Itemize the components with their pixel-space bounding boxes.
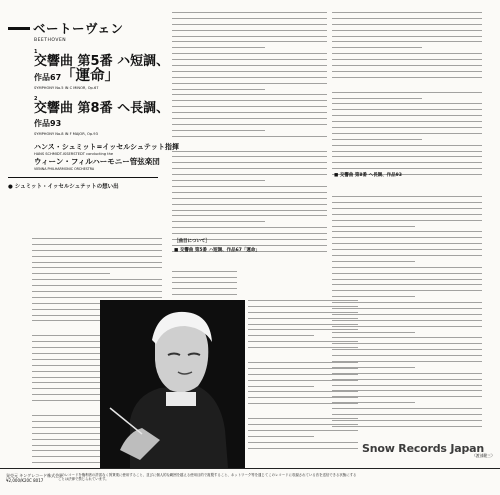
conductor-portrait-image [100,300,245,468]
text-line [172,53,327,54]
text-line [172,221,265,222]
text-line [172,124,327,125]
work-subtitle-1: SYMPHONY No.5 IN C MINOR, Op.67 [34,86,99,90]
text-line [332,243,482,244]
text-line [172,151,327,152]
text-line [32,262,162,263]
text-line [332,162,482,163]
text-line [248,418,358,419]
text-line [32,256,162,257]
text-line [172,18,327,19]
text-line [248,318,358,319]
text-line [172,210,327,211]
text-line [332,226,415,227]
text-line [172,136,327,137]
copyright-notice: このレコードを権利者の許諾なく賃貸業に使用すること、並びに個人的な範囲を越える使用目的で複製すること、ネットワーク等を通じてこのレコードに収録されている音を送信できる状態にすることは法律で禁じられています。 [58,473,357,482]
text-line [248,341,358,342]
text-line [172,192,327,193]
text-line [332,290,482,291]
text-line [332,77,482,78]
text-line [172,288,237,289]
text-line [332,71,482,72]
text-line [172,65,327,66]
text-line [332,273,482,274]
text-line [332,208,482,209]
text-line [172,168,327,169]
text-line [172,36,327,37]
text-line [248,391,358,392]
text-line [172,294,237,295]
text-line [248,448,358,449]
text-line [172,24,327,25]
text-line [248,335,314,336]
text-line [332,145,482,146]
work-number-2: 2 [34,96,38,102]
text-line [332,109,482,110]
text-line [172,227,327,228]
text-line [172,180,265,181]
orchestra-jp: ウィーン・フィルハーモニー管弦楽団 [34,157,160,166]
text-line [32,456,110,457]
text-line [332,151,482,152]
text-line [332,156,482,157]
text-line [248,324,358,325]
footer [0,468,500,495]
text-line [172,106,327,107]
text-line [172,277,237,278]
text-line [332,98,422,99]
text-line [172,215,327,216]
title-bar [8,27,30,30]
text-line [332,121,482,122]
divider [8,177,158,178]
text-line [248,424,358,425]
text-line [172,12,327,13]
text-line [172,282,237,283]
text-line [32,238,162,239]
composer-name: ベートーヴェン [8,18,168,37]
composer-name-en: BEETHOVEN [34,38,67,43]
text-line [32,285,162,286]
text-line [248,442,358,443]
text-line [332,36,482,37]
text-line [248,329,358,330]
text-line [172,233,327,234]
text-line [172,130,265,131]
text-line [172,100,327,101]
text-line [332,202,482,203]
text-line [32,291,162,292]
text-line [332,59,482,60]
text-line [332,127,482,128]
text-line [172,174,327,175]
text-line [248,430,358,431]
conductor-photo [100,300,245,468]
text-line [332,47,422,48]
conductor-jp: ハンス・シュミット=イッセルシュテット指揮 [34,143,179,151]
text-line [32,279,162,280]
text-line [332,24,482,25]
work-title-1: 交響曲 第5番 ハ短調、 作品67「運命」 [34,54,170,84]
orchestra-en: VIENNA PHILHARMONIC ORCHESTRA [34,167,95,171]
text-line [248,368,358,369]
text-line [332,261,415,262]
text-line [172,30,327,31]
text-line [332,115,482,116]
text-line [332,133,482,134]
text-line [172,71,327,72]
text-line [332,267,482,268]
text-line [172,47,265,48]
text-line [32,315,110,316]
text-line [172,77,327,78]
text-line [172,245,327,246]
conductor-en: HANS SCHMIDT-ISSERSTEDT conducting the [34,152,114,156]
text-line [32,297,162,298]
text-line [172,271,237,272]
text-line [32,267,162,268]
text-line [32,250,162,251]
work-title-2: 交響曲 第8番 ヘ長調、 作品93 [34,101,170,128]
text-line [32,365,110,366]
text-line [248,306,358,307]
essay-heading: ● シュミット・イッセルシュテットの想い出 [8,184,119,190]
heading-sym8: ■ 交響曲 第8番 ヘ長調、作品93 [334,173,402,178]
text-line [248,403,358,404]
text-line [172,41,327,42]
text-line [172,59,327,60]
label-info: 発売元 キングレコード株式会社 ¥2,000/K20C 8017 [6,473,64,483]
text-line [332,92,482,93]
text-line [248,380,358,381]
text-line [332,255,482,256]
text-line [172,186,327,187]
author-signature: （渡部健三） [472,453,495,458]
text-line [172,204,327,205]
heading-sym5: ■ 交響曲 第5番 ハ短調、作品67「運命」 [174,248,260,253]
text-line [248,397,358,398]
text-line [332,214,482,215]
watermark: Snow Records Japan [362,442,485,455]
text-line [332,65,482,66]
title-block [8,18,179,190]
heading-about-piece: ［曲目について］ [174,239,210,244]
work-subtitle-2: SYMPHONY No.8 IN F MAJOR, Op.93 [34,132,98,136]
text-column-4 [248,300,358,453]
text-line [248,347,358,348]
text-line [32,415,110,416]
text-line [248,374,358,375]
text-line [172,89,265,90]
text-line [332,296,415,297]
text-line [172,156,327,157]
text-line [332,284,482,285]
text-line [172,94,327,95]
text-line [332,237,482,238]
text-line [332,103,482,104]
text-line [332,12,482,13]
text-line [332,41,482,42]
performer-credits [34,142,179,171]
text-line [172,112,327,113]
text-line [332,18,482,19]
text-line [332,139,422,140]
text-line [172,162,327,163]
text-line [248,300,358,301]
text-line [332,220,482,221]
text-line [332,168,482,169]
text-line [248,312,358,313]
text-line [248,362,358,363]
text-line [332,53,482,54]
text-line [172,118,327,119]
text-line [32,273,110,274]
text-line [32,244,162,245]
text-line [332,279,482,280]
text-line [172,198,327,199]
text-line [172,83,327,84]
text-line [332,231,482,232]
work-number-1: 1 [34,49,38,55]
text-line [332,249,482,250]
text-line [248,436,314,437]
text-line [248,386,314,387]
text-column-2 [172,12,327,341]
text-line [332,30,482,31]
text-line [332,196,482,197]
